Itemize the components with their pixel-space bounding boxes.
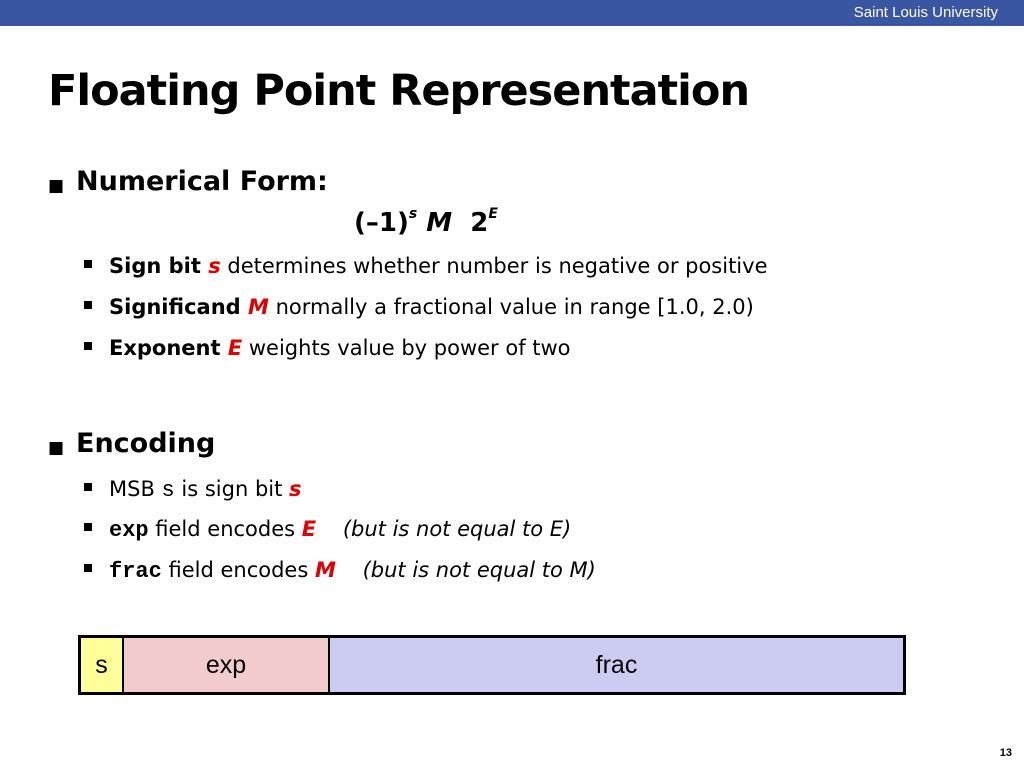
square-bullet-icon bbox=[84, 483, 92, 491]
item-term: Exponent bbox=[109, 336, 228, 360]
item-var: s bbox=[208, 254, 221, 278]
item-desc: normally a fractional value in range [1.0, 2.0) bbox=[268, 295, 754, 319]
encoding-label: Encoding bbox=[76, 428, 216, 459]
bit-layout-diagram bbox=[78, 635, 906, 695]
square-bullet-icon: ■ bbox=[48, 176, 65, 196]
square-bullet-icon: ■ bbox=[48, 438, 65, 458]
formula bbox=[354, 208, 498, 238]
item-var: M bbox=[314, 558, 336, 582]
item-var: M bbox=[247, 295, 269, 319]
item-pre: MSB bbox=[109, 477, 162, 501]
square-bullet-icon bbox=[84, 564, 92, 572]
item-code: exp bbox=[109, 518, 149, 543]
formula-base: (–1) bbox=[354, 208, 409, 238]
item-code: frac bbox=[109, 559, 162, 584]
item-term: Significand bbox=[109, 295, 248, 319]
square-bullet-icon bbox=[84, 260, 92, 268]
formula-two: 2 bbox=[470, 208, 489, 238]
header-bar bbox=[0, 0, 1024, 26]
item-var: E bbox=[227, 336, 243, 360]
numerical-form-label: Numerical Form: bbox=[76, 166, 328, 197]
formula-exponent: E bbox=[488, 206, 498, 222]
item-var: E bbox=[301, 517, 317, 541]
item-var: s bbox=[289, 477, 302, 501]
institution-name: Saint Louis University bbox=[853, 4, 998, 21]
formula-significand: M bbox=[426, 208, 453, 238]
item-desc: weights value by power of two bbox=[242, 336, 571, 360]
item-term: Sign bit bbox=[109, 254, 209, 278]
exp-field: exp bbox=[124, 638, 330, 692]
square-bullet-icon bbox=[84, 342, 92, 350]
item-desc: determines whether number is negative or positive bbox=[220, 254, 768, 278]
item-code: s bbox=[161, 478, 175, 503]
page-number: 13 bbox=[999, 747, 1012, 759]
frac-field: frac bbox=[330, 638, 903, 692]
formula-sign-exponent: s bbox=[408, 206, 418, 222]
item-post: field encodes bbox=[148, 517, 302, 541]
slide-title: Floating Point Representation bbox=[48, 66, 750, 116]
sign-field: s bbox=[81, 638, 124, 692]
square-bullet-icon bbox=[84, 523, 92, 531]
item-post: is sign bit bbox=[174, 477, 290, 501]
square-bullet-icon bbox=[84, 301, 92, 309]
item-post: field encodes bbox=[161, 558, 315, 582]
item-note: (but is not equal to E) bbox=[316, 517, 572, 541]
item-note: (but is not equal to M) bbox=[335, 558, 596, 582]
